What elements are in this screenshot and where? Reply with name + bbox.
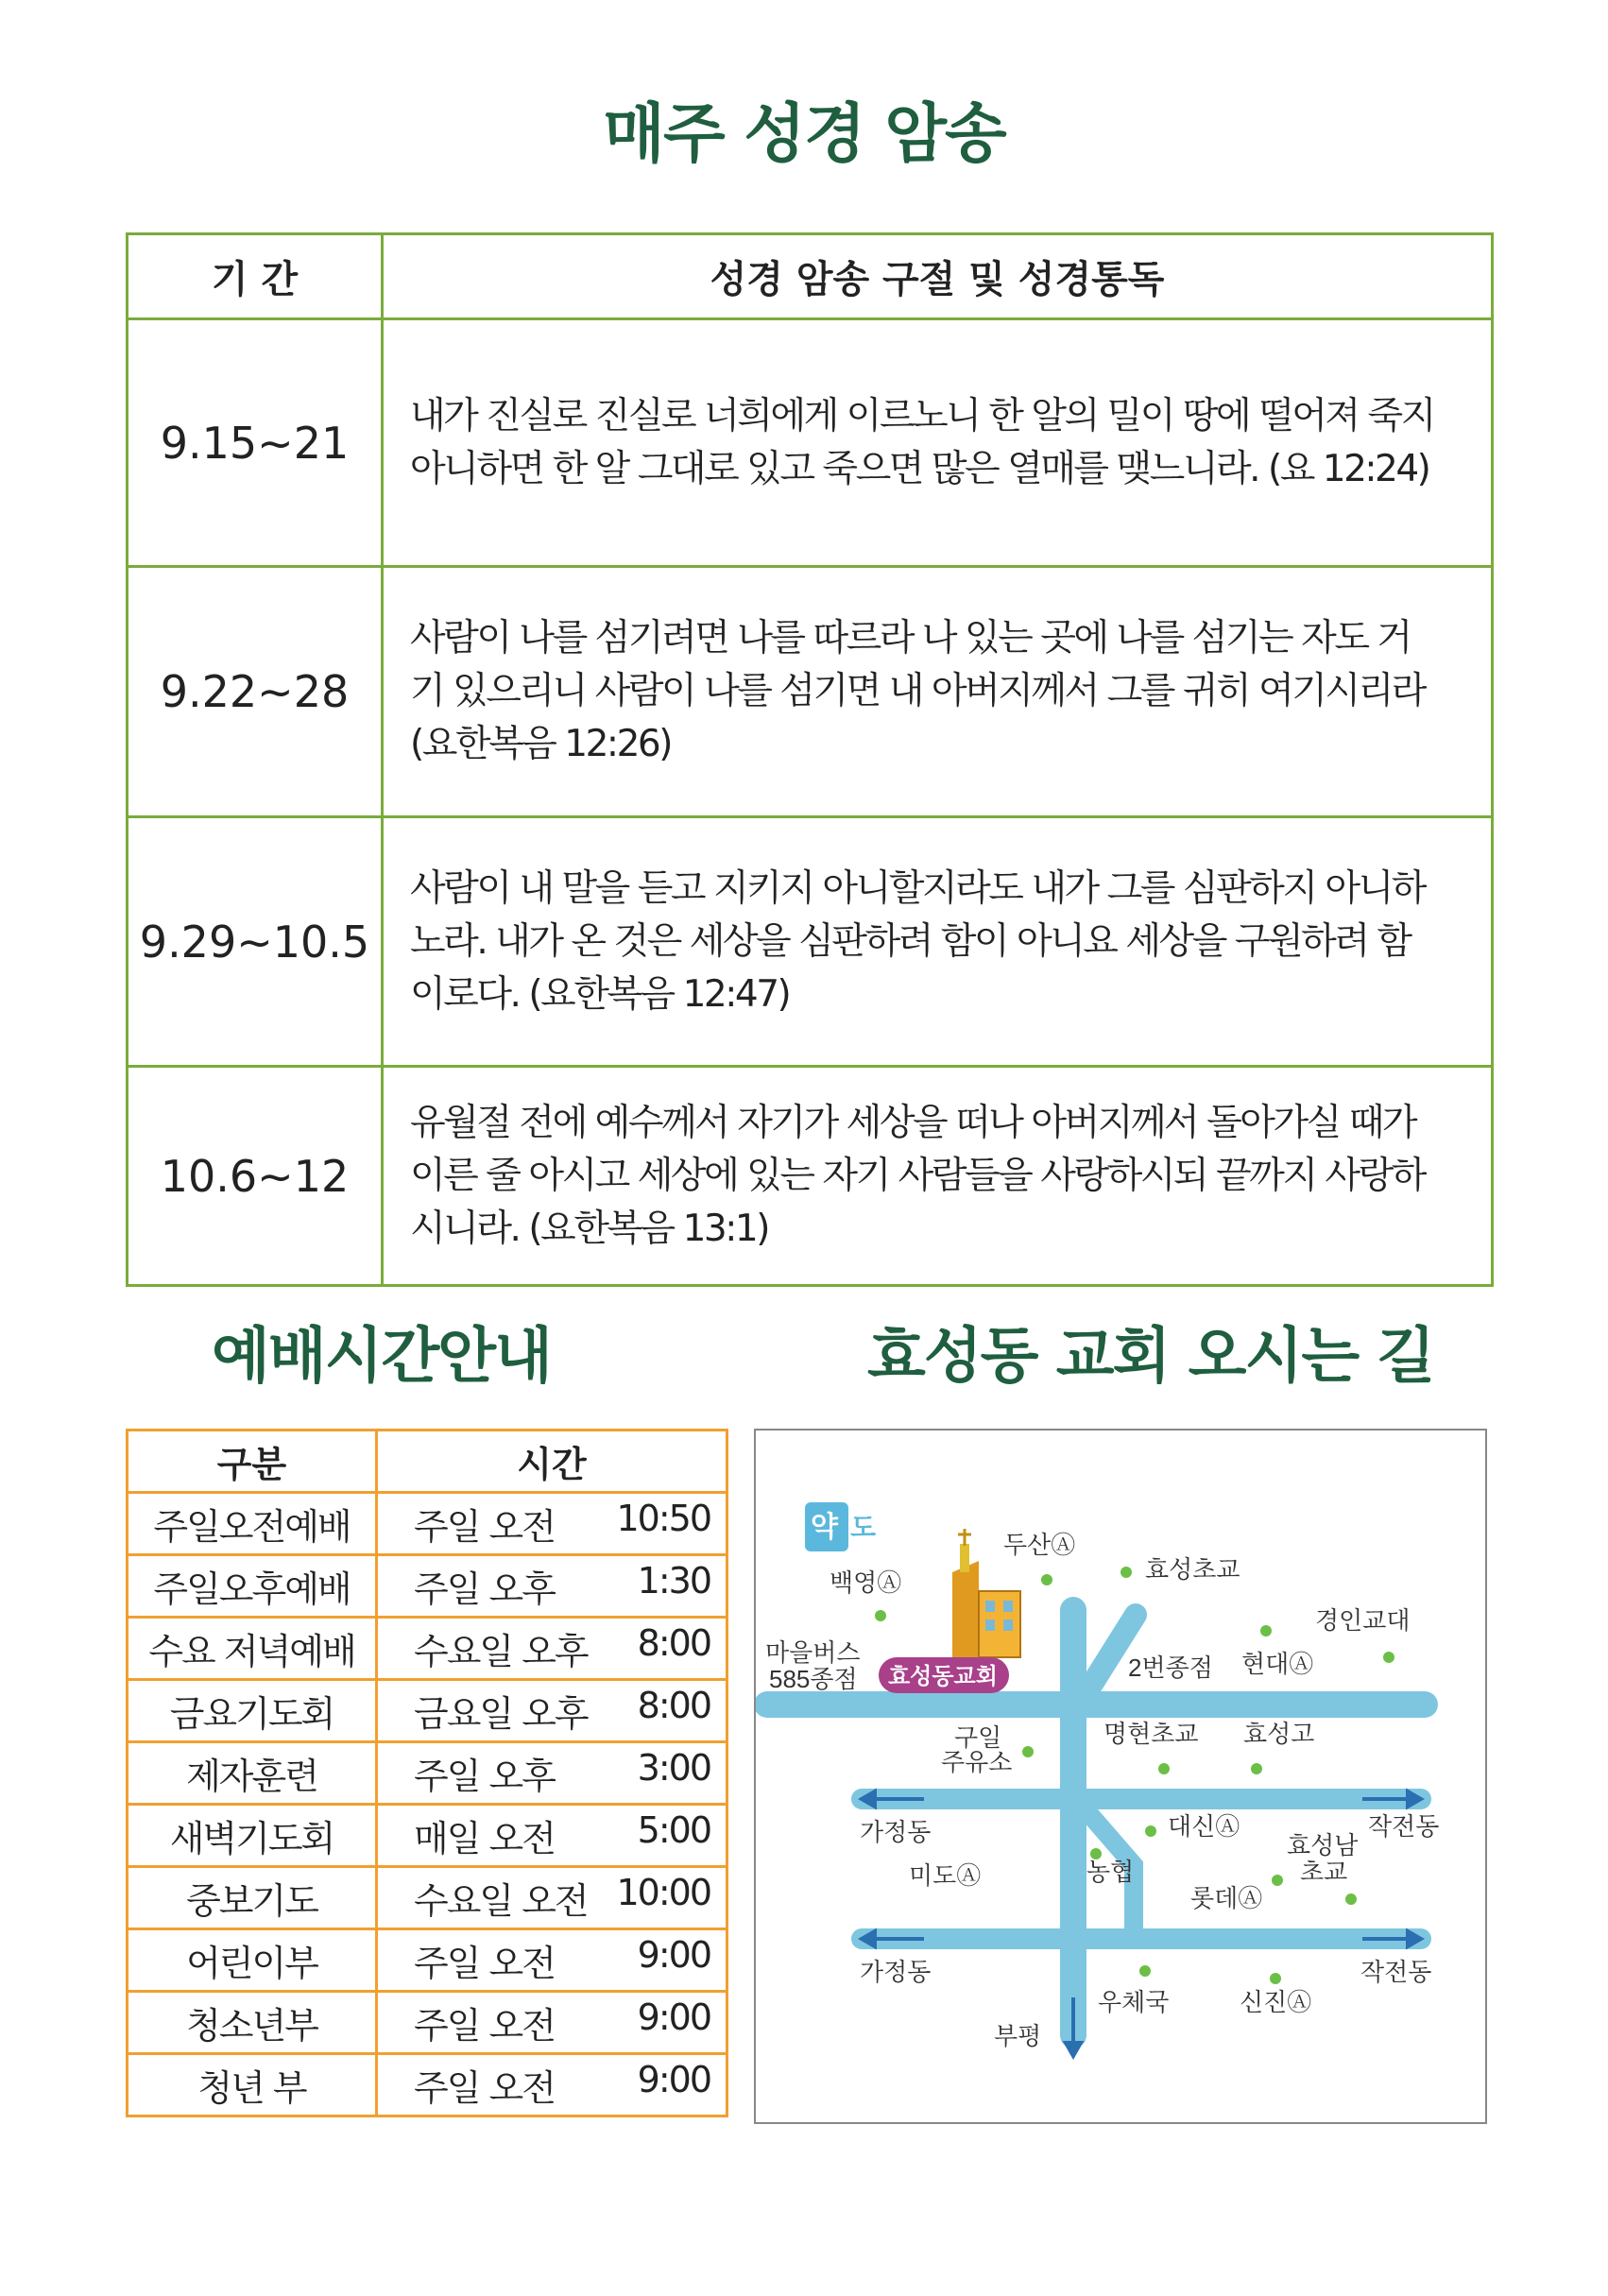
verse-line: 아니하면 한 알 그대로 있고 죽으면 많은 열매를 맺느니라. (요 12:24) [410, 447, 1429, 490]
table-row [128, 1680, 727, 1742]
service-time [377, 1680, 727, 1742]
service-name: 금요기도회 [128, 1680, 377, 1742]
service-time [377, 1867, 727, 1929]
label-gajeong-2: 가정동 [860, 1958, 932, 1986]
table-row [128, 2054, 727, 2116]
map-drawing [756, 1431, 1485, 2122]
label-hyoseongnam-line1: 효성남 [1287, 1831, 1359, 1859]
service-name: 수요 저녁예배 [128, 1618, 377, 1680]
verse-cell [383, 817, 1493, 1067]
service-time [377, 1929, 727, 1992]
service-time [377, 1618, 727, 1680]
directions-title: 효성동 교회 오시는 길 [867, 1322, 1434, 1392]
service-time [377, 1493, 727, 1555]
landmark-dot [1345, 1893, 1357, 1905]
landmark-dot [1158, 1763, 1170, 1774]
service-hour: 8:00 [637, 1622, 710, 1664]
label-guil-line2: 주유소 [941, 1748, 1013, 1776]
verse-line: 노라. 내가 온 것은 세상을 심판하려 함이 아니요 세상을 구원하려 함 [410, 919, 1411, 963]
label-dusan: 두산Ⓐ [1003, 1531, 1076, 1559]
label-guil-line1: 구일 [954, 1723, 1002, 1752]
service-name: 청소년부 [128, 1992, 377, 2054]
period-cell: 9.29~10.5 [128, 817, 383, 1067]
service-day: 주일 오후 [414, 1756, 555, 1797]
verse-line: 이른 줄 아시고 세상에 있는 자기 사람들을 사랑하시되 끝까지 사랑하 [410, 1154, 1425, 1197]
verse-line: 유월절 전에 예수께서 자기가 세상을 떠나 아버지께서 돌아가실 때가 [410, 1101, 1416, 1144]
label-daesin: 대신Ⓐ [1168, 1812, 1240, 1841]
label-jakjeon-1: 작전동 [1368, 1812, 1440, 1841]
table-row [128, 1493, 727, 1555]
verse-table [126, 232, 1494, 1287]
directions-map [754, 1429, 1487, 2124]
page-title: 매주 성경 암송 [603, 97, 1005, 172]
service-hour: 5:00 [637, 1809, 710, 1851]
service-name: 제자훈련 [128, 1742, 377, 1805]
schedule-table [126, 1429, 728, 2117]
table-row [128, 319, 1493, 567]
landmark-dot [1272, 1875, 1283, 1886]
verse-cell [383, 1067, 1493, 1286]
service-name: 어린이부 [128, 1929, 377, 1992]
label-hyoseong-elementary: 효성초교 [1145, 1555, 1240, 1584]
landmark-dot [1139, 1965, 1151, 1977]
service-time [377, 1555, 727, 1618]
arrow-down-head-icon [1066, 2043, 1081, 2056]
church-label: 효성동교회 [888, 1664, 998, 1689]
service-hour: 3:00 [637, 1747, 710, 1789]
verse-line: 이로다. (요한복음 12:47) [410, 972, 790, 1016]
table-row [128, 1742, 727, 1805]
header-time: 시간 [377, 1431, 727, 1493]
legend-text-b: 도 [850, 1513, 877, 1542]
service-day: 수요일 오전 [414, 1880, 588, 1922]
label-baekyoung: 백영Ⓐ [830, 1568, 902, 1597]
table-row [128, 1805, 727, 1867]
service-hour: 1:30 [637, 1560, 710, 1602]
landmark-dot [1120, 1567, 1132, 1578]
service-time [377, 2054, 727, 2116]
verse-cell [383, 567, 1493, 817]
label-sinjin: 신진Ⓐ [1240, 1988, 1312, 2016]
verse-cell [383, 319, 1493, 567]
table-row [128, 1992, 727, 2054]
service-hour: 9:00 [637, 1996, 710, 2038]
period-cell: 9.15~21 [128, 319, 383, 567]
verse-line: 내가 진실로 진실로 너희에게 이르노니 한 알의 밀이 땅에 떨어져 죽지 [410, 394, 1434, 437]
service-day: 주일 오전 [414, 1506, 555, 1548]
service-day: 금요일 오후 [414, 1693, 588, 1735]
service-name: 청년 부 [128, 2054, 377, 2116]
label-post-office: 우체국 [1098, 1988, 1170, 2016]
table-row [128, 1067, 1493, 1286]
label-bus-line1: 마을버스 [765, 1638, 861, 1667]
label-hyundai: 현대Ⓐ [1241, 1650, 1314, 1678]
service-time [377, 1742, 727, 1805]
landmark-dot [875, 1610, 886, 1621]
verse-line: 사람이 나를 섬기려면 나를 따르라 나 있는 곳에 나를 섬기는 자도 거 [410, 617, 1411, 660]
service-day: 주일 오전 [414, 2067, 555, 2109]
verse-line: 사람이 내 말을 듣고 지키지 아니할지라도 내가 그를 심판하지 아니하 [410, 866, 1425, 910]
service-day: 주일 오전 [414, 1943, 555, 1984]
legend-text-a: 약 [811, 1512, 838, 1543]
verse-line: (요한복음 12:26) [410, 723, 671, 765]
verse-table-header [128, 234, 1493, 319]
period-cell: 10.6~12 [128, 1067, 383, 1286]
landmark-dot [1145, 1825, 1156, 1837]
label-bus-line2: 585종점 [769, 1665, 858, 1693]
table-row [128, 817, 1493, 1067]
service-day: 매일 오전 [414, 1818, 555, 1859]
landmark-dot [1251, 1763, 1262, 1774]
service-hour: 8:00 [637, 1685, 710, 1726]
service-hour: 9:00 [637, 1934, 710, 1976]
service-name: 주일오전예배 [128, 1493, 377, 1555]
table-row [128, 1618, 727, 1680]
label-bupyeong: 부평 [994, 2022, 1042, 2050]
verse-line: 기 있으리니 사람이 나를 섬기면 내 아버지께서 그를 귀히 여기시리라 [410, 670, 1425, 712]
label-lotte: 롯데Ⓐ [1190, 1884, 1263, 1912]
service-day: 주일 오전 [414, 2005, 555, 2047]
service-hour: 10:00 [616, 1872, 710, 1913]
service-day: 수요일 오후 [414, 1631, 588, 1672]
service-name: 새벽기도회 [128, 1805, 377, 1867]
label-mido: 미도Ⓐ [909, 1861, 982, 1890]
service-time [377, 1805, 727, 1867]
header-kind: 구분 [128, 1431, 377, 1493]
label-gyeongin: 경인교대 [1315, 1606, 1411, 1635]
schedule-header [128, 1431, 727, 1493]
landmark-dot [1022, 1746, 1034, 1757]
service-hour: 9:00 [637, 2059, 710, 2100]
landmark-dot [1270, 1973, 1281, 1984]
table-row [128, 1867, 727, 1929]
label-terminal2: 2번종점 [1128, 1653, 1213, 1682]
label-hyoseong-high: 효성고 [1243, 1720, 1315, 1748]
label-hyoseongnam-line2: 초교 [1300, 1858, 1348, 1886]
table-row [128, 1929, 727, 1992]
header-verse: 성경 암송 구절 및 성경통독 [383, 234, 1493, 319]
landmark-dot [1383, 1652, 1394, 1663]
label-jakjeon-2: 작전동 [1360, 1958, 1432, 1986]
table-row [128, 1555, 727, 1618]
verse-line: 시니라. (요한복음 13:1) [410, 1207, 768, 1250]
landmark-dot [1260, 1625, 1272, 1636]
label-gajeong-1: 가정동 [860, 1818, 932, 1846]
service-time [377, 1992, 727, 2054]
period-cell: 9.22~28 [128, 567, 383, 817]
service-hour: 10:50 [616, 1498, 710, 1539]
label-myeonghyeon: 명현초교 [1103, 1720, 1199, 1748]
table-row [128, 567, 1493, 817]
label-nonghyup: 농협 [1086, 1858, 1135, 1886]
service-name: 주일오후예배 [128, 1555, 377, 1618]
header-period: 기 간 [128, 234, 383, 319]
service-day: 주일 오후 [414, 1568, 555, 1610]
landmark-dot [1041, 1574, 1052, 1585]
worship-title: 예배시간안내 [212, 1322, 551, 1392]
service-name: 중보기도 [128, 1867, 377, 1929]
